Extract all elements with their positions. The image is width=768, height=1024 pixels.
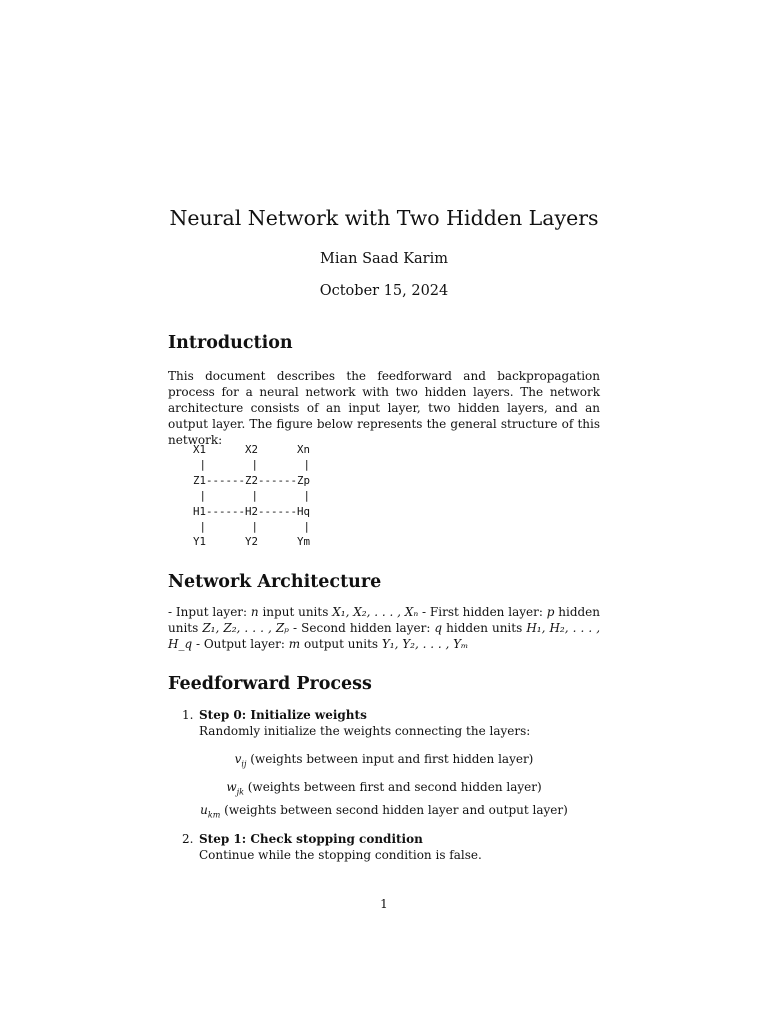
- first-hidden-units: Z₁, Z₂, . . . , Zₚ: [202, 621, 289, 635]
- equation-symbol: v: [234, 752, 242, 766]
- equation-description: (weights between second hidden layer and output layer): [220, 803, 568, 817]
- step-title: Step 1: Check stopping condition: [199, 832, 423, 846]
- output-units: Y₁, Y₂, . . . , Yₘ: [381, 637, 469, 651]
- page-number: 1: [380, 897, 388, 911]
- second-hidden-prefix: - Second hidden layer:: [289, 621, 435, 635]
- second-hidden-units: H₁, H₂, . . . , H_q: [168, 621, 601, 651]
- equation-u-km: [168, 802, 600, 823]
- equation-subscript: km: [207, 810, 221, 820]
- second-hidden-count-var: q: [434, 621, 443, 635]
- step-body: [199, 831, 599, 863]
- equation-subscript: ij: [241, 759, 247, 769]
- network-ascii-diagram: X1 X2 Xn | | | Z1------Z2------Zp | | | H1------H2------Hq | | | Y1 Y2 Ym: [193, 443, 311, 549]
- first-hidden-mid: hidden units: [168, 605, 601, 635]
- section-heading-architecture: Network Architecture: [168, 572, 382, 592]
- output-count-var: m: [288, 637, 301, 651]
- step-number: 1.: [182, 708, 194, 722]
- input-layer-mid: input units: [258, 605, 333, 619]
- equation-description: (weights between first and second hidden layer): [243, 780, 542, 794]
- input-count-var: n: [250, 605, 259, 619]
- input-units: X₁, X₂, . . . , Xₙ: [332, 605, 419, 619]
- introduction-text: This document describes the feedforward and backpropagation process for a neural network with two hidden layers. The network architecture consists of an input layer, two hidden layers, and an output layer. The figure below represents the general structure of this network:: [168, 369, 600, 447]
- architecture-paragraph: [168, 604, 600, 652]
- equation-description: (weights between input and first hidden layer): [246, 752, 534, 766]
- second-hidden-mid: hidden units: [442, 621, 527, 635]
- equation-symbol: u: [200, 803, 208, 817]
- first-hidden-count-var: p: [546, 605, 555, 619]
- equation-subscript: jk: [236, 787, 244, 797]
- section-heading-feedforward: Feedforward Process: [168, 674, 372, 694]
- step-title: Step 0: Initialize weights: [199, 708, 367, 722]
- equation-v-ij: [168, 751, 600, 772]
- step-number: 2.: [182, 832, 194, 846]
- first-hidden-prefix: - First hidden layer:: [418, 605, 547, 619]
- step-text: Randomly initialize the weights connecting the layers:: [199, 724, 531, 738]
- equation-symbol: w: [226, 780, 237, 794]
- document-author: Mian Saad Karim: [320, 251, 448, 267]
- output-layer-prefix: - Output layer:: [192, 637, 289, 651]
- document-title: Neural Network with Two Hidden Layers: [169, 206, 599, 230]
- architecture-text: [168, 604, 600, 652]
- document-date: October 15, 2024: [319, 283, 449, 299]
- section-heading-introduction: Introduction: [168, 333, 293, 353]
- step-text: Continue while the stopping condition is false.: [199, 848, 482, 862]
- output-layer-mid: output units: [300, 637, 382, 651]
- equation-w-jk: [168, 779, 600, 800]
- step-body: [199, 707, 599, 739]
- introduction-paragraph: [168, 368, 600, 448]
- input-layer-prefix: - Input layer:: [168, 605, 251, 619]
